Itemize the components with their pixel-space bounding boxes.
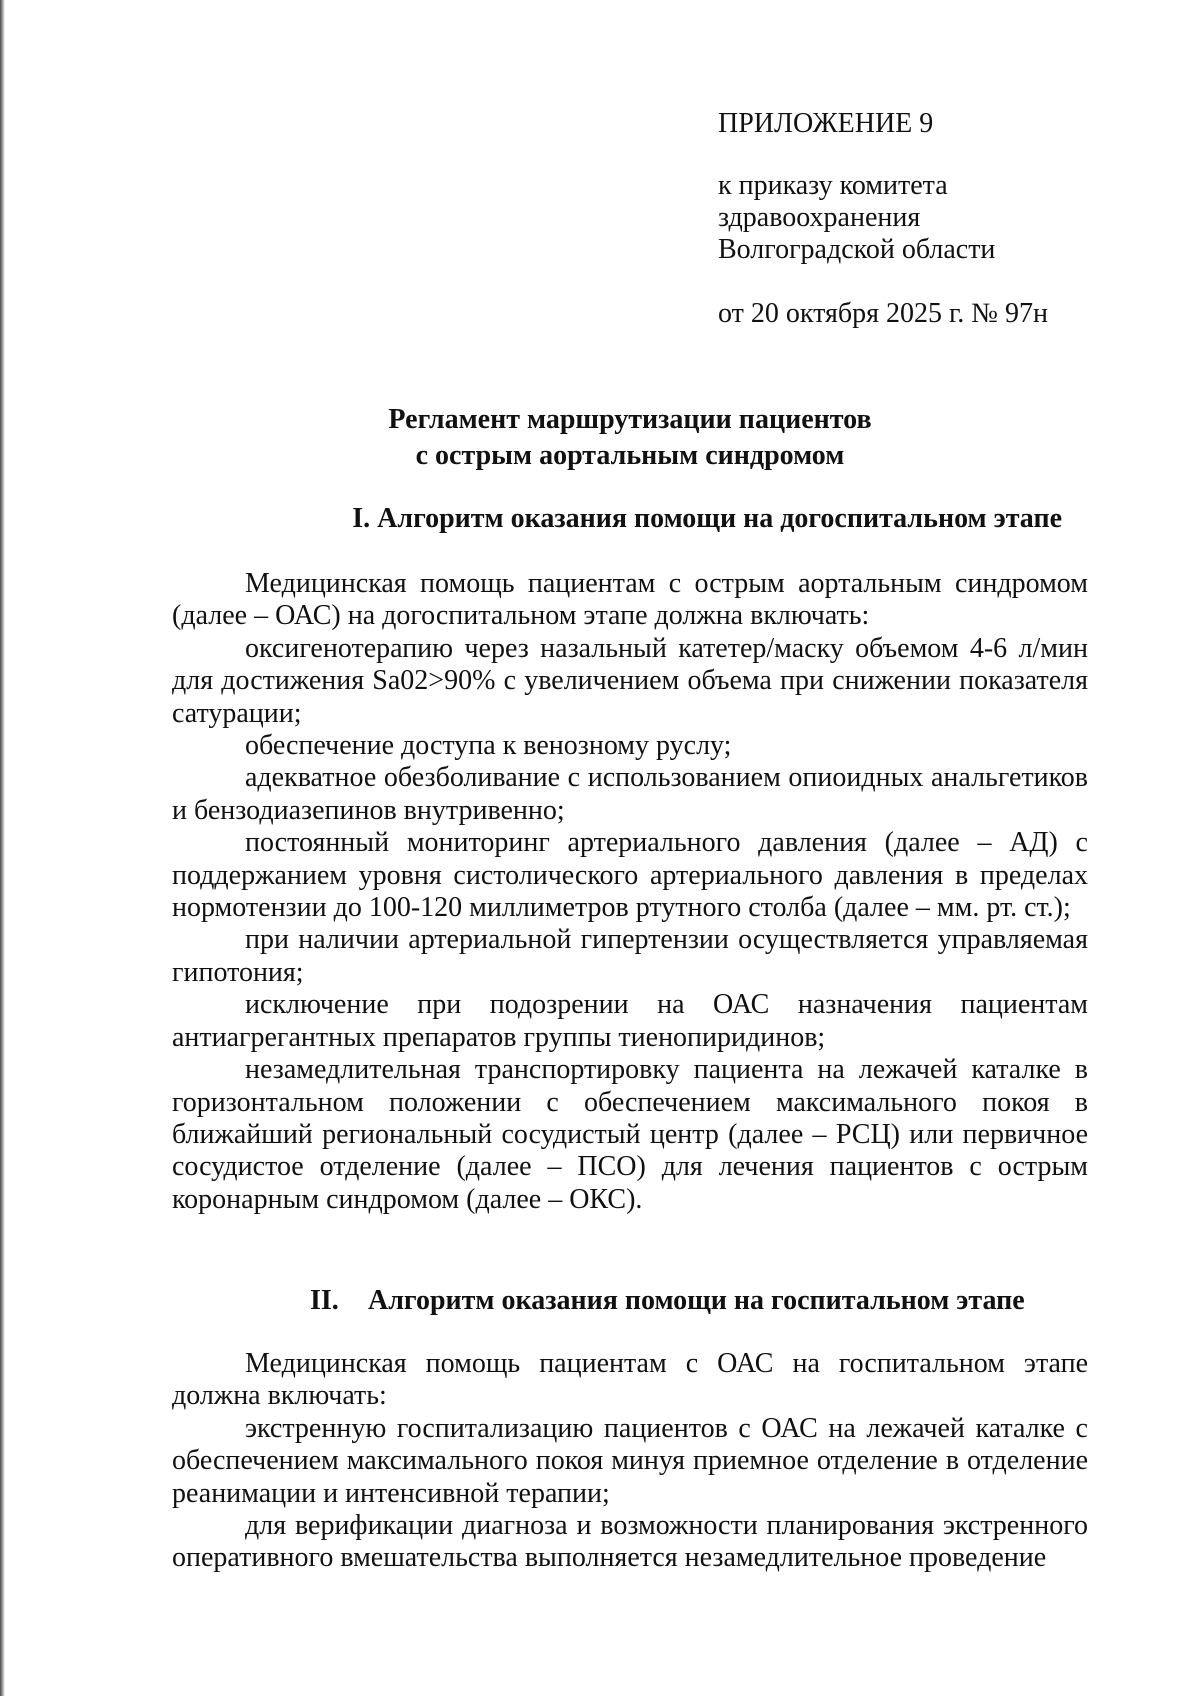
paragraph: Медицинская помощь пациентам с ОАС на госпитальном этапе должна включать: [172,1348,1088,1412]
paragraph: Медицинская помощь пациентам с острым аортальным синдромом (далее – ОАС) на догоспитальном этапе должна включать: [172,568,1088,632]
paragraph: экстренную госпитализацию пациентов с ОАС на лежачей каталке с обеспечением максимального покоя минуя приемное отделение в отделение реанимации и интенсивной терапии; [172,1412,1088,1509]
annex-order-line: Волгоградской области [718,234,996,265]
paragraph: исключение при подозрении на ОАС назначения пациентам антиагрегантных препаратов группы тиенопиридинов; [172,989,1088,1053]
paragraph: оксигенотерапию через назальный катетер/маску объемом 4-6 л/мин для достижения Sa02>90% с увеличением объема при снижении показателя сатурации; [172,632,1088,729]
section-1-heading: I. Алгоритм оказания помощи на догоспитальном этапе [352,503,1062,534]
paragraph: обеспечение доступа к венозному руслу; [245,730,732,762]
section-2-number: II. [310,1285,339,1316]
document-title [172,402,1088,474]
paragraph: адекватное обезболивание с использованием опиоидных анальгетиков и бензодиазепинов внутривенно; [172,762,1088,826]
section-2-heading [310,1284,1025,1318]
paragraph: для верификации диагноза и возможности планирования экстренного оперативного вмешательства выполняется незамедлительное проведение [172,1510,1088,1574]
annex-number: ПРИЛОЖЕНИЕ 9 [718,108,934,139]
annex-date: от 20 октября 2025 г. № 97н [718,298,1048,329]
annex-order-line: к приказу комитета [718,170,948,201]
paragraph: постоянный мониторинг артериального давления (далее – АД) с поддержанием уровня систолического артериального давления в пределах нормотензии до 100-120 миллиметров ртутного столба (далее – мм. рт. ст.); [172,827,1088,924]
annex-block [718,108,1138,330]
paragraph: незамедлительная транспортировку пациента на лежачей каталке в горизонтальном положении с обеспечением максимального покоя в ближайший региональный сосудистый центр (далее – РСЦ) или первичное сосудистое отделение (далее – ПСО) для лечения пациентов с острым коронарным синдромом (далее – ОКС). [172,1054,1088,1215]
section-2-body [172,1348,1088,1575]
annex-order-reference [718,170,1138,266]
title-line: Регламент маршрутизации пациентов [388,404,872,435]
title-line: с острым аортальным синдромом [415,440,845,471]
section-2-title: Алгоритм оказания помощи на госпитальном этапе [368,1285,1025,1316]
paragraph: при наличии артериальной гипертензии осуществляется управляемая гипотония; [172,924,1088,988]
section-1-body [172,568,1088,1216]
annex-order-line: здравоохранения [718,202,921,233]
